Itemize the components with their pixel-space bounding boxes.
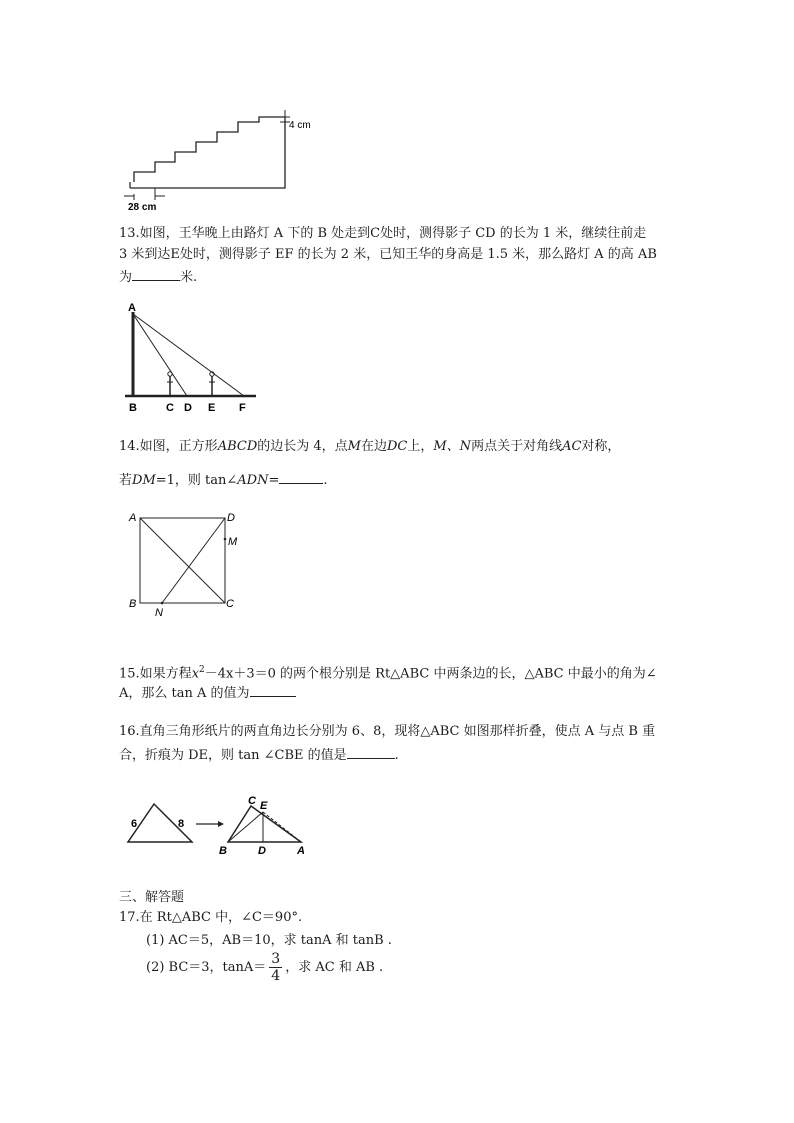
label-f: F <box>239 402 246 414</box>
label-b: B <box>129 598 137 610</box>
q16-text-a: 合，折痕为 DE，则 tan ∠CBE 的值是 <box>119 748 347 763</box>
label-e: E <box>208 402 216 414</box>
q14-text-d: M <box>347 439 361 454</box>
q14-l2-d: ADN <box>237 473 269 488</box>
q14-text-h: M、N <box>433 439 472 454</box>
q17-part2 <box>146 951 383 987</box>
label-d: D <box>184 402 192 414</box>
label-d: D <box>258 845 266 857</box>
stairs-width-label: 28 cm <box>128 202 157 213</box>
fraction-3-4 <box>269 951 282 984</box>
q14-text-b: ABCD <box>217 439 258 454</box>
q17-part2-a: (2) BC＝3，tanA＝ <box>146 960 267 975</box>
lamp-figure <box>120 298 260 418</box>
segment-dn <box>162 518 225 603</box>
q16-answer-blank[interactable] <box>347 746 395 759</box>
q16-line1: 16.直角三角形纸片的两直角边长分别为 6、8，现将△ABC 如图那样折叠，使点 A 与点 B 重 <box>119 724 656 739</box>
label-d: D <box>227 512 235 524</box>
q15-line1 <box>119 662 657 682</box>
q15-var-x: x <box>191 666 200 682</box>
fraction-denominator: 4 <box>271 968 281 984</box>
q14-text-f: DC <box>386 439 408 454</box>
shadow-ray-f <box>133 314 244 396</box>
diagonal-ac <box>140 518 225 603</box>
person-e <box>209 372 215 395</box>
q16-text-b: . <box>394 748 399 763</box>
q13-answer-blank[interactable] <box>132 268 180 281</box>
q13-line3 <box>119 268 197 286</box>
fraction-numerator: 3 <box>271 951 281 967</box>
q17-stem: 17.在 Rt△ABC 中，∠C＝90°. <box>119 910 303 925</box>
q14-l2-e: = <box>268 473 280 488</box>
label-c: C <box>166 402 174 414</box>
q15-text-a: 15.如果方程 <box>119 666 192 682</box>
shadow-ray-d <box>133 314 187 396</box>
q15-answer-blank[interactable] <box>250 684 296 697</box>
q17-part2-b: ，求 AC 和 AB . <box>285 960 384 975</box>
q15-text-e: A，那么 tan A 的值为 <box>119 686 250 701</box>
label-n: N <box>155 607 163 619</box>
fold-figure <box>120 792 320 858</box>
label-a: A <box>297 845 305 857</box>
q14-l2-b: DM <box>132 473 156 488</box>
q14-text-e: 在边 <box>360 439 387 454</box>
label-b: B <box>129 402 137 414</box>
q14-l2-a: 若 <box>119 473 133 488</box>
label-b: B <box>219 845 227 857</box>
stairs-height-label: 4 cm <box>289 120 311 131</box>
label-a: A <box>128 302 136 314</box>
q14-text-g: 上， <box>407 439 434 454</box>
label-c: C <box>248 795 256 807</box>
q14-l2-c: =1，则 tan∠ <box>155 473 238 488</box>
label-m: M <box>228 536 238 548</box>
q14-text-c: 的边长为 4，点 <box>257 439 348 454</box>
fold-dashed <box>263 812 301 842</box>
label-a: A <box>129 512 137 524</box>
stairs-outline <box>130 117 285 188</box>
label-6: 6 <box>131 818 138 830</box>
q14-text-i: 两点关于对角线 <box>471 439 563 454</box>
q13-line3-post: 米. <box>180 270 198 285</box>
person-c <box>167 372 173 395</box>
q15-exponent: 2 <box>199 665 205 675</box>
q13-line2: 3 米到达E处时，测得影子 EF 的长为 2 米，已知王华的身高是 1.5 米，那么路灯 A 的高 AB <box>119 247 657 262</box>
q15-line2 <box>119 684 296 702</box>
q14-line1 <box>119 439 620 455</box>
q13-line3-pre: 为 <box>119 270 133 285</box>
label-8: 8 <box>178 818 185 830</box>
q14-text-j: AC <box>562 439 582 454</box>
q14-l2-f: . <box>323 473 328 488</box>
label-e: E <box>260 800 268 812</box>
segment-be <box>228 812 263 842</box>
q15-text-d: －4x＋3＝0 的两个根分别是 Rt△ABC 中两条边的长，△ABC 中最小的角为∠ <box>204 666 657 682</box>
point-n <box>161 602 164 605</box>
point-m <box>224 538 227 541</box>
label-c: C <box>226 598 234 610</box>
q14-text-a: 14.如图，正方形 <box>119 439 218 454</box>
arrow-head <box>218 821 224 827</box>
q14-answer-blank[interactable] <box>279 471 323 484</box>
section-title: 三、解答题 <box>119 890 185 905</box>
q16-line2 <box>119 746 399 764</box>
square-figure <box>126 508 246 620</box>
q13-line1: 13.如图，王华晚上由路灯 A 下的 B 处走到C处时，测得影子 CD 的长为 1 米，继续往前走 <box>119 226 647 241</box>
q17-part1: (1) AC＝5，AB＝10，求 tanA 和 tanB . <box>146 933 392 948</box>
q14-text-k: 对称， <box>581 439 621 454</box>
q14-line2 <box>119 471 328 489</box>
stairs-figure <box>118 106 328 214</box>
